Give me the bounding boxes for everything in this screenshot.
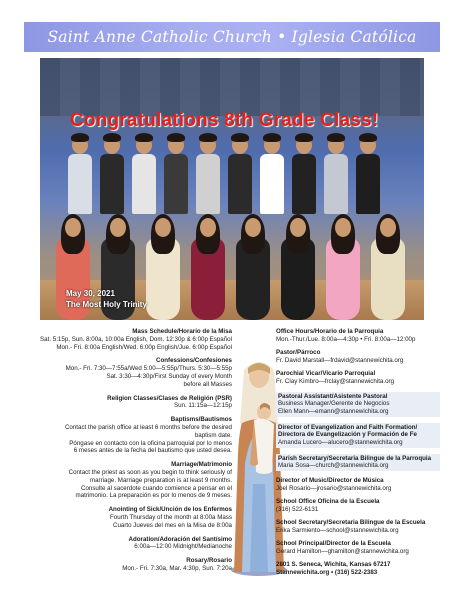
section-line: Contact the parish office at least 6 months before the desired [64, 423, 232, 431]
section-line: Stannewichita.org • (316) 522-2383 [276, 569, 378, 577]
student-hair [199, 133, 217, 142]
section-heading: Adoration/Adoración del Santísimo [128, 535, 232, 543]
schedule-section [24, 506, 232, 529]
student-hair [327, 133, 345, 142]
section-line: marriage. Marriage preparation is at least 9 months. [89, 476, 232, 484]
section-line: Amanda Lucero—alucero@stannewichita.org [278, 439, 403, 447]
class-photo [40, 58, 424, 320]
student-head [155, 218, 171, 237]
schedule-column [24, 328, 232, 578]
section-line: Contact the priest as soon as you begin to think seriously of [68, 468, 232, 476]
section-heading: Parochial Vicar/Vicario Parroquial [276, 370, 376, 378]
student-figure [324, 154, 348, 214]
section-line: Póngase en contacto con la oficina parroquial por lo menos [69, 439, 232, 447]
section-heading: School Office Oficina de la Escuela [276, 497, 380, 505]
section-line: Rosary/Rosario [186, 557, 232, 565]
section-heading: Director of Evangelization and Faith Formation/ Directora de Evangelización y Formación de Fe [278, 423, 418, 439]
section-line: Fr. David Marstall—frdavid@stannewichita.org [276, 356, 404, 364]
student-head [290, 218, 306, 237]
student-head [335, 218, 351, 237]
student-head [200, 218, 216, 237]
contacts-column [276, 328, 440, 578]
schedule-section [24, 557, 232, 573]
section-heading: Baptisms/Bautismos [170, 416, 232, 424]
section-line: Mon.- Fri. 7:30a, Mar. 4:30p, Sun. 7:20a [122, 564, 232, 572]
contact-section [276, 392, 440, 417]
section-line: Mon.- Fri. 7:30—7:55a/Wed 5:00—5:55p/Thurs. 5:30—5:55p [65, 365, 232, 373]
section-line: before all Masses [183, 380, 232, 388]
contact-section [276, 540, 440, 556]
photo-headline: Congratulations 8th Grade Class! [70, 110, 379, 131]
section-line: Maria Sosa—church@stannewichita.org [278, 462, 389, 470]
student-figure [356, 154, 380, 214]
student-hair [103, 133, 121, 142]
contact-section [276, 454, 440, 472]
contact-section [276, 370, 440, 386]
contact-section [276, 328, 440, 344]
photo-caption [66, 288, 147, 310]
section-line: Mon.- Fri. 8:00a English/Wed. 6:00p English/Jue. 6:00p Español [56, 343, 232, 351]
section-line: Erika Sarmiento—school@stannewichita.org [276, 526, 399, 534]
photo-date: May 30, 2021 [66, 289, 115, 298]
section-line: Joel Rosario—jrosario@stannewichita.org [276, 484, 392, 492]
section-heading: Parish Secretary/Secretaria Bilingue de la Parroquia [278, 454, 432, 462]
student-hair [359, 133, 377, 142]
section-line: baptism date. [194, 431, 232, 439]
section-heading: Pastor/Párroco [276, 349, 321, 357]
contact-section [276, 477, 440, 493]
student-head [245, 218, 261, 237]
section-heading: Mass Schedule/Horario de la Misa [132, 328, 232, 335]
schedule-section [24, 357, 232, 388]
section-heading: Pastoral Assistant/Asistente Pastoral [278, 392, 388, 400]
section-line: Sat. 5:15p, Sun. 8:00a, 10:00a English, Dom. 12:30p & 6:00p Español [40, 335, 232, 343]
schedule-section [24, 536, 232, 552]
student-figure [132, 154, 156, 214]
student-figure [196, 154, 220, 214]
photo-occasion: The Most Holy Trinity [66, 300, 147, 309]
section-line: Business Manager/Gerente de Negocios [278, 400, 390, 408]
schedule-section [24, 395, 232, 411]
student-hair [167, 133, 185, 142]
section-line: Fr. Clay Kimbro—frclay@stannewichita.org [276, 378, 395, 386]
contact-section [276, 349, 440, 365]
student-figure [164, 154, 188, 214]
section-line: Gerard Hamilton—ghamilton@stannewichita.org [276, 548, 409, 556]
section-line: Sun. 11:15a—12:15p [173, 402, 232, 410]
section-heading: 2801 S. Seneca, Wichita, Kansas 67217 [276, 561, 391, 569]
section-line: Sat. 3:30—4:30p/First Sunday of every Month [106, 372, 232, 380]
student-figure [68, 154, 92, 214]
church-name-banner: Saint Anne Catholic Church • Iglesia Católica [24, 22, 440, 52]
student-hair [71, 133, 89, 142]
student-figure [100, 154, 124, 214]
student-hair [135, 133, 153, 142]
photo-gym-wall [40, 58, 424, 116]
section-line: Mon.-Thur./Lue. 8:00a—4:30p • Fri. 8:00a—12:00p [276, 335, 416, 343]
section-heading: Religion Classes/Clases de Religión (PSR) [107, 394, 232, 402]
section-line: Cuarto Jueves del mes en la Misa de 8:00a [112, 521, 232, 529]
student-head [65, 218, 81, 237]
section-heading: Marriage/Matrimonio [171, 461, 232, 469]
section-line: 6:00a—12:00 Midnight/Medianoche [134, 543, 232, 551]
student-figure [228, 154, 252, 214]
section-line: 6 meses antes de la fecha del bautismo que usted desea. [73, 447, 232, 455]
section-heading: School Secretary/Secretaria Bilingue de la Escuela [276, 519, 426, 527]
student-head [380, 218, 396, 237]
section-line: (316) 522-6131 [276, 505, 319, 513]
bulletin-page [24, 22, 440, 578]
section-heading: Office Hours/Horario de la Parroquia [276, 328, 384, 335]
section-heading: Director of Music/Director de Música [276, 476, 384, 484]
student-hair [263, 133, 281, 142]
student-figure [260, 154, 284, 214]
student-head [110, 218, 126, 237]
schedule-section [24, 461, 232, 500]
section-heading: Anointing of Sick/Unción de los Enfermos [108, 506, 232, 514]
section-heading: School Principal/Director de la Escuela [276, 540, 391, 548]
contact-section [276, 561, 440, 577]
section-line: Ellen Mann—emann@stannewichita.org [278, 408, 389, 416]
contact-section [276, 423, 440, 448]
section-line: Fourth Thursday of the month at 8:00a Mass [110, 513, 232, 521]
contact-section [276, 498, 440, 514]
student-hair [295, 133, 313, 142]
student-hair [231, 133, 249, 142]
section-line: matrimonio. La preparación es por lo menos de 9 meses. [75, 492, 232, 500]
section-heading: Confessions/Confesiones [156, 357, 232, 365]
schedule-section [24, 328, 232, 351]
contact-section [276, 519, 440, 535]
student-figure [292, 154, 316, 214]
section-line: Consulte al sacerdote cuando comience a pensar en el [80, 484, 232, 492]
schedule-section [24, 416, 232, 455]
